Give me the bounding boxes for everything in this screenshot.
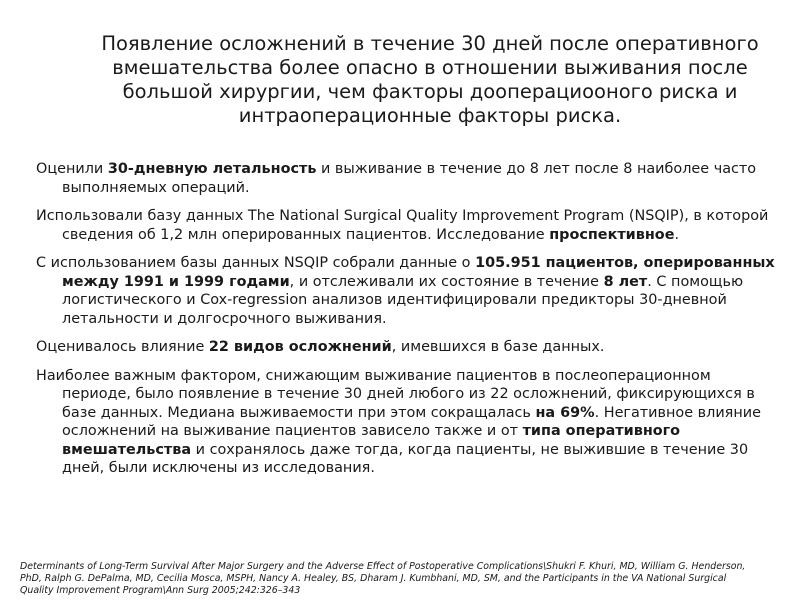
text-run: . bbox=[674, 226, 680, 243]
paragraph-mortality bbox=[36, 160, 776, 197]
text-run: Наиболее важным фактором, снижающим выживание пациентов в послеоперационном периоде, было появление в течение 30 дней любого из 22 осложнений, фиксирующихся в базе данных. Медиана выживаемости при этом сокращалась bbox=[36, 367, 755, 421]
body-paragraphs bbox=[36, 160, 776, 488]
bold-text-run: на 69% bbox=[535, 404, 595, 421]
paragraph-conclusion bbox=[36, 367, 776, 478]
text-run: С использованием базы данных NSQIP собрали данные о bbox=[36, 255, 476, 271]
bold-text-run: 22 видов осложнений bbox=[208, 339, 392, 355]
text-run: Использовали базу данных The National Surgical Quality Improvement Program (NSQIP), в которой сведения об 1,2 млн оперированных пациентов. Исследование bbox=[36, 208, 769, 243]
bold-text-run: типа оперативного вмешательства bbox=[62, 423, 681, 458]
text-run: . Негативное влияние осложнений на выживание пациентов зависело также и от bbox=[62, 404, 761, 439]
text-run: , имевшихся в базе данных. bbox=[391, 339, 605, 355]
bold-text-run: проспективное bbox=[549, 226, 675, 243]
citation-footnote: Determinants of Long-Term Survival After Major Surgery and the Adverse Effect of Postoperative Complications\Shukri F. Khuri, MD, William G. Henderson, PhD, Ralph G. DePalma, MD, Cecilia Mosca, MSPH, Nancy A. Healey, BS, Dharam J. Kumbhani, MD, SM, and the Participants in the VA National Surgical Quality Improvement Program\Ann Surg 2005;242:326–343 bbox=[20, 561, 746, 596]
text-run: Оценили bbox=[36, 161, 108, 177]
text-run: , и отслеживали их состояние в течение bbox=[289, 273, 604, 290]
paragraph-database bbox=[36, 207, 776, 244]
paragraph-data-collection bbox=[36, 254, 776, 328]
bold-text-run: 30-дневную летальность bbox=[107, 161, 317, 177]
text-run: . С помощью логистического и Cox-regression анализов идентифицировали предикторы 30-дневной летальности и долгосрочного выживания. bbox=[62, 273, 744, 327]
text-run: Оценивалось влияние bbox=[36, 339, 209, 355]
bold-text-run: 105.951 пациентов, оперированных между 1991 и 1999 годами bbox=[62, 255, 775, 290]
slide-title: Появление осложнений в течение 30 дней после оперативного вмешательства более опасно в отношении выживания после большой хирургии, чем факторы дооперациооного риска и интраоперационные факторы риска. bbox=[101, 32, 759, 127]
paragraph-complications bbox=[36, 338, 776, 357]
text-run: и выживание в течение до 8 лет после 8 наиболее часто выполняемых операций. bbox=[62, 161, 757, 196]
text-run: и сохранялось даже тогда, когда пациенты, не выжившие в течение 30 дней, были исключены из исследования. bbox=[62, 441, 749, 476]
bold-text-run: 8 лет bbox=[603, 273, 648, 290]
